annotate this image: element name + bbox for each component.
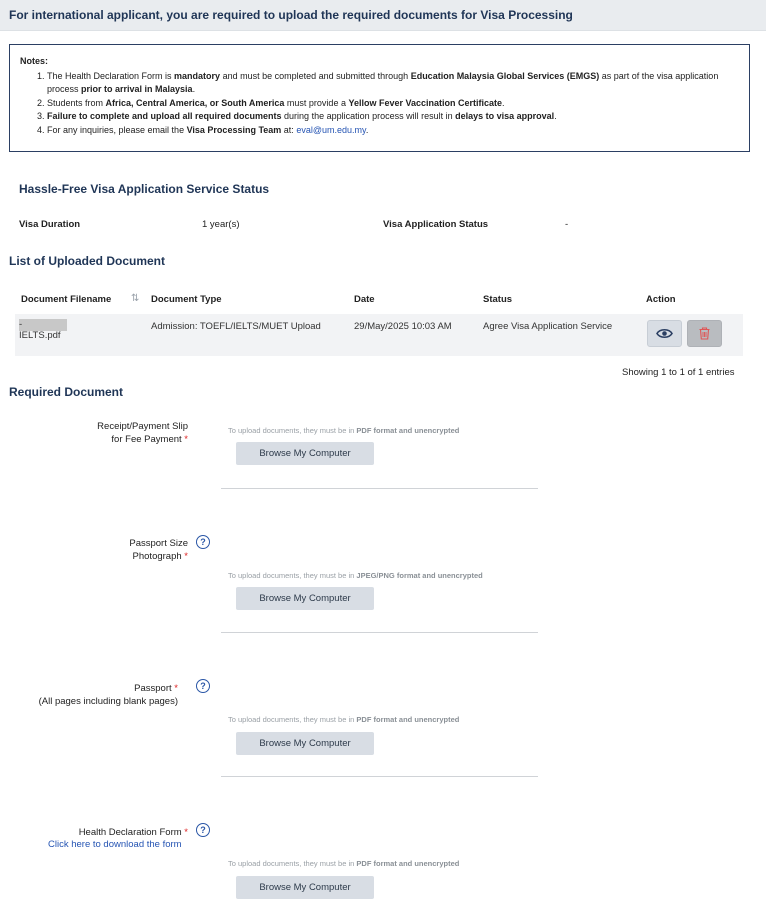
health-form-label: Health Declaration Form * xyxy=(78,827,188,838)
trash-icon xyxy=(699,327,710,340)
passport-label: Passport * (All pages including blank pages) xyxy=(38,683,178,707)
note-item: 1. The Health Declaration Form is mandatory and must be completed and submitted through Education Malaysia Global Services (EMGS) as part of the visa application process prior to arrival in Malaysia. xyxy=(47,70,739,97)
visa-duration-value: 1 year(s) xyxy=(202,219,240,230)
receipt-label: Receipt/Payment Slip for Fee Payment * xyxy=(97,421,188,445)
type-cell: Admission: TOEFL/IELTS/MUET Upload xyxy=(151,321,321,332)
browse-receipt-button[interactable]: Browse My Computer xyxy=(236,442,374,465)
required-mark: * xyxy=(184,551,188,562)
divider xyxy=(221,776,538,777)
note-item: 2. Students from Africa, Central America, or South America must provide a Yellow Fever Vaccination Certificate. xyxy=(47,97,739,111)
notes-box xyxy=(9,44,750,152)
divider xyxy=(221,488,538,489)
divider xyxy=(221,632,538,633)
col-date[interactable]: Date xyxy=(354,294,375,305)
note-item: 4. For any inquiries, please email the Visa Processing Team at: eval@um.edu.my. xyxy=(47,124,739,138)
required-mark: * xyxy=(184,827,188,838)
view-button[interactable] xyxy=(647,320,682,347)
browse-health-form-button[interactable]: Browse My Computer xyxy=(236,876,374,899)
eye-icon xyxy=(656,328,673,339)
upload-hint: To upload documents, they must be in PDF format and unencrypted xyxy=(228,715,460,724)
upload-hint: To upload documents, they must be in PDF format and unencrypted xyxy=(228,859,460,868)
col-status[interactable]: Status xyxy=(483,294,513,305)
table-row: - IELTS.pdf Admission: TOEFL/IELTS/MUET Upload 29/May/2025 10:03 AM Agree Visa Application Service xyxy=(15,314,743,356)
visa-duration-label: Visa Duration xyxy=(19,219,81,230)
required-mark: * xyxy=(174,683,178,694)
entries-info: Showing 1 to 1 of 1 entries xyxy=(622,367,735,378)
col-type[interactable]: Document Type xyxy=(151,294,222,305)
notes-title: Notes: xyxy=(20,56,49,66)
date-cell: 29/May/2025 10:03 AM xyxy=(354,321,452,332)
table-header xyxy=(15,288,743,314)
email-link[interactable]: eval@um.edu.my xyxy=(296,124,366,135)
question-circle-icon[interactable]: ? xyxy=(196,679,210,693)
notes-list xyxy=(20,70,739,138)
upload-hint: To upload documents, they must be in PDF format and unencrypted xyxy=(228,426,460,435)
visa-status-value: - xyxy=(565,219,569,230)
browse-passport-button[interactable]: Browse My Computer xyxy=(236,732,374,755)
sort-icon[interactable]: ⇅ xyxy=(131,293,140,304)
col-action: Action xyxy=(646,294,676,305)
col-filename: Document Filename xyxy=(21,294,112,305)
browse-photo-button[interactable]: Browse My Computer xyxy=(236,587,374,610)
upload-hint: To upload documents, they must be in JPEG/PNG format and unencrypted xyxy=(228,571,483,580)
question-circle-icon[interactable]: ? xyxy=(196,823,210,837)
photo-label: Passport Size Photograph * xyxy=(129,538,188,562)
uploaded-list-title: List of Uploaded Document xyxy=(9,254,165,268)
required-doc-title: Required Document xyxy=(9,385,124,399)
note-item: 3. Failure to complete and upload all required documents during the application process will result in delays to visa approval. xyxy=(47,110,739,124)
uploaded-table xyxy=(15,288,743,356)
question-circle-icon[interactable]: ? xyxy=(196,535,210,549)
visa-status-title: Hassle-Free Visa Application Service Status xyxy=(19,182,270,196)
page-header: For international applicant, you are required to upload the required documents for Visa Processing xyxy=(0,0,766,31)
required-mark: * xyxy=(184,434,188,445)
delete-button[interactable] xyxy=(687,320,722,347)
status-cell: Agree Visa Application Service xyxy=(483,321,613,332)
download-form-link[interactable]: Click here to download the form xyxy=(48,839,182,850)
visa-status-label: Visa Application Status xyxy=(383,219,489,230)
